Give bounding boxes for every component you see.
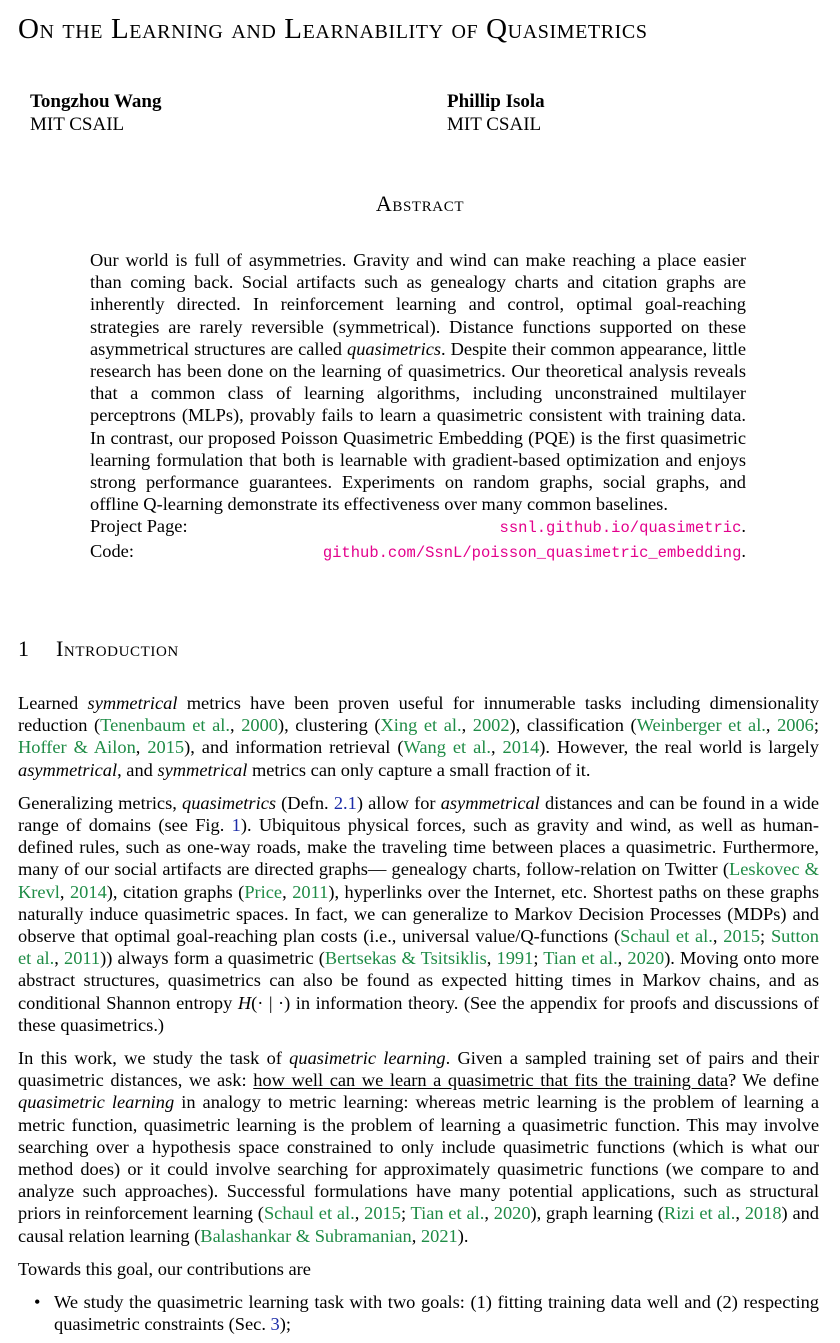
abstract-text: Our world is full of asymmetries. Gravity and wind can make reaching a place easier than coming back. Social artifacts such as genealogy charts and citation graphs are inherently directed. In reinforcement learning and control, optimal goal-reaching strategies are rarely reversible (symmetrical). Distance functions supported on these asymmetrical structures are called quasimetrics. Despite their common appearance, little research has been done on the learning of quasimetrics. Our theoretical analysis reveals that a common class of learning algorithms, including unconstrained multilayer perceptrons (MLPs), provably fails to learn a quasimetric consistent with training data. In contrast, our proposed Poisson Quasimetric Embedding (PQE) is the first quasimetric learning formulation that both is learnable with gradient-based optimization and enjoys strong performance guarantees. Experiments on random graphs, social graphs, and offline Q-learning demonstrate its effectiveness over many common baselines. <box>90 250 746 515</box>
citation-link[interactable]: Bertsekas & Tsitsiklis <box>324 948 487 969</box>
citation-link[interactable]: Weinberger et al. <box>636 715 766 736</box>
reference-link[interactable]: 3 <box>270 1314 280 1335</box>
author-name: Tongzhou Wang <box>30 91 162 112</box>
paragraph: In this work, we study the task of quasimetric learning. Given a sampled training set of pairs and their quasimetric distances, we ask: how well can we learn a quasimetric that fits the training data? We define quasimetric learning in analogy to metric learning: whereas metric learning is the problem of learning a metric function, quasimetric learning is the problem of learning a quasimetric function. This may involve searching over a hypothesis space constrained to only include quasimetric functions (which is what our method does) or it could involve searching for approximately quasimetric functions (we compare to and analyze such approaches). Successful formulations have many potential applications, such as structural priors in reinforcement learning (Schaul et al., 2015; Tian et al., 2020), graph learning (Rizi et al., 2018) and causal relation learning (Balashankar & Subramanian, 2021). <box>18 1048 819 1246</box>
author-block <box>30 90 162 136</box>
emphasis: symmetrical <box>157 759 248 780</box>
emphasis: quasimetric learning <box>289 1048 446 1069</box>
section-heading <box>18 636 179 662</box>
code-link[interactable]: github.com/SsnL/poisson_quasimetric_embedding <box>322 543 742 562</box>
citation-link[interactable]: 2014 <box>69 881 107 902</box>
citation-link[interactable]: 2015 <box>147 737 185 758</box>
abstract-body <box>90 249 746 564</box>
code-label: Code: <box>90 540 134 561</box>
reference-link[interactable]: 1 <box>231 815 241 836</box>
project-page-link[interactable]: ssnl.github.io/quasimetric <box>499 519 742 538</box>
citation-link[interactable]: Balashankar & Subramanian <box>200 1225 412 1246</box>
citation-link[interactable]: 2015 <box>723 926 761 947</box>
citation-link[interactable]: Tenenbaum et al. <box>100 715 230 736</box>
section-number: 1 <box>18 636 29 661</box>
citation-link[interactable]: 2020 <box>493 1203 531 1224</box>
emphasis: quasimetrics <box>182 792 277 813</box>
abstract-heading: Abstract <box>375 191 465 216</box>
citation-link[interactable]: Schaul et al. <box>620 926 713 947</box>
code-row <box>90 540 746 564</box>
paragraph: Generalizing metrics, quasimetrics (Defn. 2.1) allow for asymmetrical distances and can be found in a wide range of domains (see Fig. 1). Ubiquitous physical forces, such as gravity and wind, as well as human-defined rules, such as one-way roads, make the traveling time between places a quasimetric. Furthermore, many of our social artifacts are directed graphs— genealogy charts, follow-relation on Twitter (Leskovec & Krevl, 2014), citation graphs (Price, 2011), hyperlinks over the Internet, etc. Shortest paths on these graphs naturally induce quasimetric spaces. In fact, we can generalize to Markov Decision Processes (MDPs) and observe that optimal goal-reaching plan costs (i.e., universal value/Q-functions (Schaul et al., 2015; Sutton et al., 2011)) always form a quasimetric (Bertsekas & Tsitsiklis, 1991; Tian et al., 2020). Moving onto more abstract structures, quasimetrics can also be found as expected hitting times in Markov chains, and as conditional Shannon entropy H(· | ·) in information theory. (See the appendix for proofs and discussions of these quasimetrics.) <box>18 792 820 1035</box>
project-page-period: . <box>741 516 746 537</box>
section-title: Introduction <box>56 636 179 661</box>
citation-link[interactable]: 2011 <box>292 881 329 902</box>
author-block <box>447 90 545 136</box>
citation-link[interactable]: 2015 <box>364 1203 401 1224</box>
emphasis: asymmetrical <box>440 792 540 813</box>
code-period: . <box>741 540 746 561</box>
reference-link[interactable]: 2.1 <box>333 792 357 813</box>
author-affiliation: MIT CSAIL <box>30 114 125 135</box>
paper-title: On the Learning and Learnability of Quasimetrics <box>18 13 648 45</box>
citation-link[interactable]: Wang et al. <box>403 737 491 758</box>
emphasis: symmetrical <box>87 693 178 713</box>
emphasis: quasimetrics <box>347 338 442 359</box>
citation-link[interactable]: 2002 <box>472 715 510 736</box>
author-affiliation: MIT CSAIL <box>447 114 542 135</box>
list-item <box>18 1291 819 1335</box>
introduction-body <box>18 692 819 1335</box>
citation-link[interactable]: 2006 <box>777 715 814 736</box>
emphasis: H <box>237 992 252 1013</box>
project-page-row <box>90 515 746 539</box>
citation-link[interactable]: Rizi et al. <box>663 1203 736 1224</box>
citation-link[interactable]: 2020 <box>627 948 665 969</box>
author-name: Phillip Isola <box>447 91 545 112</box>
citation-link[interactable]: 1991 <box>496 948 534 969</box>
citation-link[interactable]: Tian et al. <box>543 948 618 969</box>
citation-link[interactable]: 2014 <box>502 737 540 758</box>
emphasis: quasimetric learning <box>18 1092 175 1113</box>
emphasis: asymmetrical <box>18 759 118 780</box>
citation-link[interactable]: Sutton et al. <box>18 926 819 969</box>
paragraph: Learned symmetrical metrics have been proven useful for innumerable tasks including dimensionality reduction (Tenenbaum et al., 2000), clustering (Xing et al., 2002), classification (Weinberger et al., 2006; Hoffer & Ailon, 2015), and information retrieval (Wang et al., 2014). However, the real world is largely asymmetrical, and symmetrical metrics can only capture a small fraction of it. <box>18 693 819 780</box>
contributions-list <box>18 1291 819 1335</box>
citation-link[interactable]: Tian et al. <box>410 1203 485 1224</box>
citation-link[interactable]: 2018 <box>744 1203 782 1224</box>
citation-link[interactable]: 2021 <box>420 1225 458 1246</box>
list-item-text: We study the quasimetric learning task with two goals: (1) fitting training data well and (2) respecting quasimetric constraints (Sec. 3); <box>54 1292 819 1335</box>
citation-link[interactable]: Hoffer & Ailon <box>18 737 136 758</box>
bullet-mark: • <box>34 1292 41 1313</box>
citation-link[interactable]: 2011 <box>64 948 101 969</box>
citation-link[interactable]: Leskovec & Krevl <box>18 859 819 902</box>
project-page-label: Project Page: <box>90 516 188 537</box>
underlined-text: how well can we learn a quasimetric that fits the training data <box>253 1070 728 1091</box>
citation-link[interactable]: 2000 <box>241 715 278 736</box>
citation-link[interactable]: Xing et al. <box>380 715 462 736</box>
citation-link[interactable]: Price <box>244 881 283 902</box>
paragraph: Towards this goal, our contributions are <box>18 1258 311 1279</box>
citation-link[interactable]: Schaul et al. <box>263 1203 355 1224</box>
